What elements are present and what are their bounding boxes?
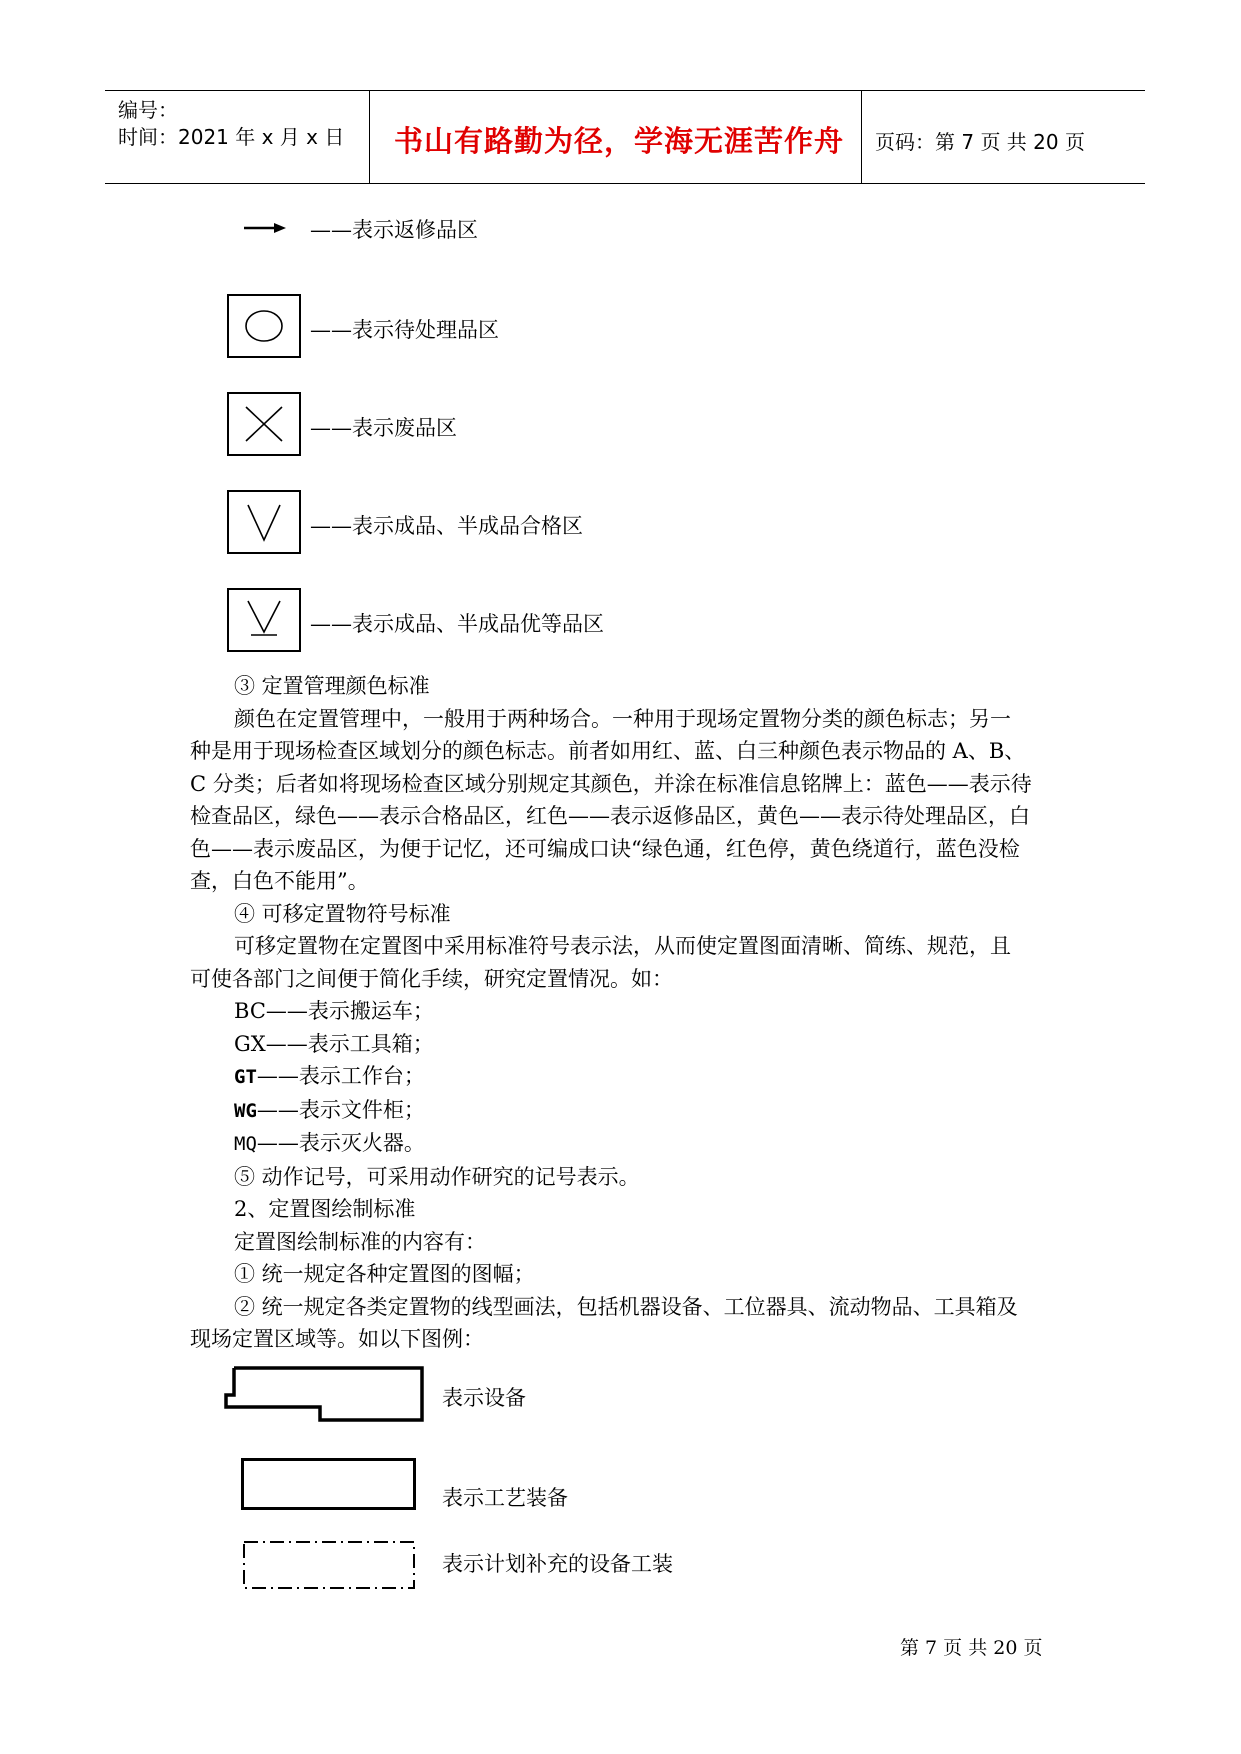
legend-box-qualified <box>227 490 301 554</box>
tooling-line-symbol <box>241 1458 416 1510</box>
section-2-heading: 2、定置图绘制标准 <box>234 1197 416 1221</box>
legend-pending-label: ——表示待处理品区 <box>310 318 499 342</box>
section-4-heading: ④ 可移定置物符号标准 <box>234 901 451 926</box>
symbol-item <box>190 1028 1070 1061</box>
page-footer: 第 7 页 共 20 页 <box>900 1637 1043 1659</box>
paragraph-line: 查，白色不能用”。 <box>190 869 369 893</box>
legend-box-scrap <box>227 392 301 456</box>
arrow-right-icon <box>244 220 286 236</box>
section-3-heading: ③ 定置管理颜色标准 <box>234 674 430 698</box>
symbol-desc: ——表示搬运车； <box>265 999 434 1023</box>
cross-icon <box>229 394 299 454</box>
symbol-desc: ——表示工作台； <box>256 1064 425 1088</box>
check-icon <box>229 492 299 552</box>
tooling-label: 表示工艺装备 <box>442 1486 568 1510</box>
symbol-desc: ——表示文件柜； <box>256 1097 425 1122</box>
symbol-desc: ——表示灭火器。 <box>256 1131 425 1155</box>
paragraph-line: 定置图绘制标准的内容有： <box>234 1229 486 1254</box>
symbol-item <box>190 1060 1070 1094</box>
symbol-item <box>190 1127 1070 1161</box>
time-label: 时间：2021 年 x 月 x 日 <box>118 125 345 149</box>
paragraph-line: 现场定置区域等。如以下图例： <box>190 1327 484 1351</box>
symbol-desc: ——表示工具箱； <box>265 1031 434 1056</box>
equipment-label: 表示设备 <box>442 1386 526 1410</box>
paragraph-line: 色——表示废品区，为便于记忆，还可编成口诀“绿色通，红色停，黄色绕道行，蓝色没检 <box>190 836 1020 861</box>
legend-rework-label: ——表示返修品区 <box>310 218 478 242</box>
paragraph-line: 检查品区，绿色——表示合格品区，红色——表示返修品区，黄色——表示待处理品区，白 <box>190 804 1030 828</box>
header-divider-right <box>861 90 862 183</box>
header-top-rule <box>105 90 1145 91</box>
planned-equipment-line-symbol <box>242 1540 418 1592</box>
paragraph-line: 可移定置物在定置图中采用标准符号表示法，从而使定置图面清晰、简练、规范，且 <box>234 934 1011 958</box>
paragraph-line: 种是用于现场检查区域划分的颜色标志。前者如用红、蓝、白三种颜色表示物品的 A、B、 <box>190 739 1026 763</box>
number-label: 编号： <box>118 98 178 122</box>
legend-box-pending <box>227 294 301 358</box>
list-item: ① 统一规定各种定置图的图幅； <box>234 1262 535 1286</box>
circle-icon <box>229 296 299 356</box>
legend-scrap-label: ——表示废品区 <box>310 416 457 440</box>
paragraph-line: C 分类；后者如将现场检查区域分别规定其颜色，并涂在标准信息铭牌上：蓝色——表示待 <box>190 771 1032 796</box>
symbol-code: GT <box>234 1066 257 1088</box>
page-info: 页码：第 7 页 共 20 页 <box>875 130 1085 154</box>
legend-box-premium <box>227 588 301 652</box>
symbol-item <box>190 995 1070 1028</box>
symbol-code: MQ <box>234 1133 257 1155</box>
planned-equipment-label: 表示计划补充的设备工装 <box>442 1552 673 1576</box>
equipment-line-symbol <box>222 1365 427 1425</box>
list-item: ② 统一规定各类定置物的线型画法，包括机器设备、工位器具、流动物品、工具箱及 <box>234 1294 1018 1319</box>
legend-qualified-label: ——表示成品、半成品合格区 <box>310 514 583 538</box>
paragraph-line: 可使各部门之间便于简化手续，研究定置情况。如： <box>190 966 673 991</box>
motto: 书山有路勤为径，学海无涯苦作舟 <box>394 124 845 158</box>
section-5-heading: ⑤ 动作记号，可采用动作研究的记号表示。 <box>234 1164 640 1189</box>
symbol-code: GX <box>234 1031 266 1056</box>
header-bottom-rule <box>105 183 1145 184</box>
body-text <box>190 670 1070 1356</box>
check-underline-icon <box>229 590 299 650</box>
legend-premium-label: ——表示成品、半成品优等品区 <box>310 612 604 636</box>
paragraph-line: 颜色在定置管理中，一般用于两种场合。一种用于现场定置物分类的颜色标志；另一 <box>234 706 1011 731</box>
header-divider-left <box>369 90 370 183</box>
symbol-code: BC <box>234 999 266 1023</box>
symbol-item <box>190 1094 1070 1128</box>
symbol-code: WG <box>234 1099 257 1122</box>
